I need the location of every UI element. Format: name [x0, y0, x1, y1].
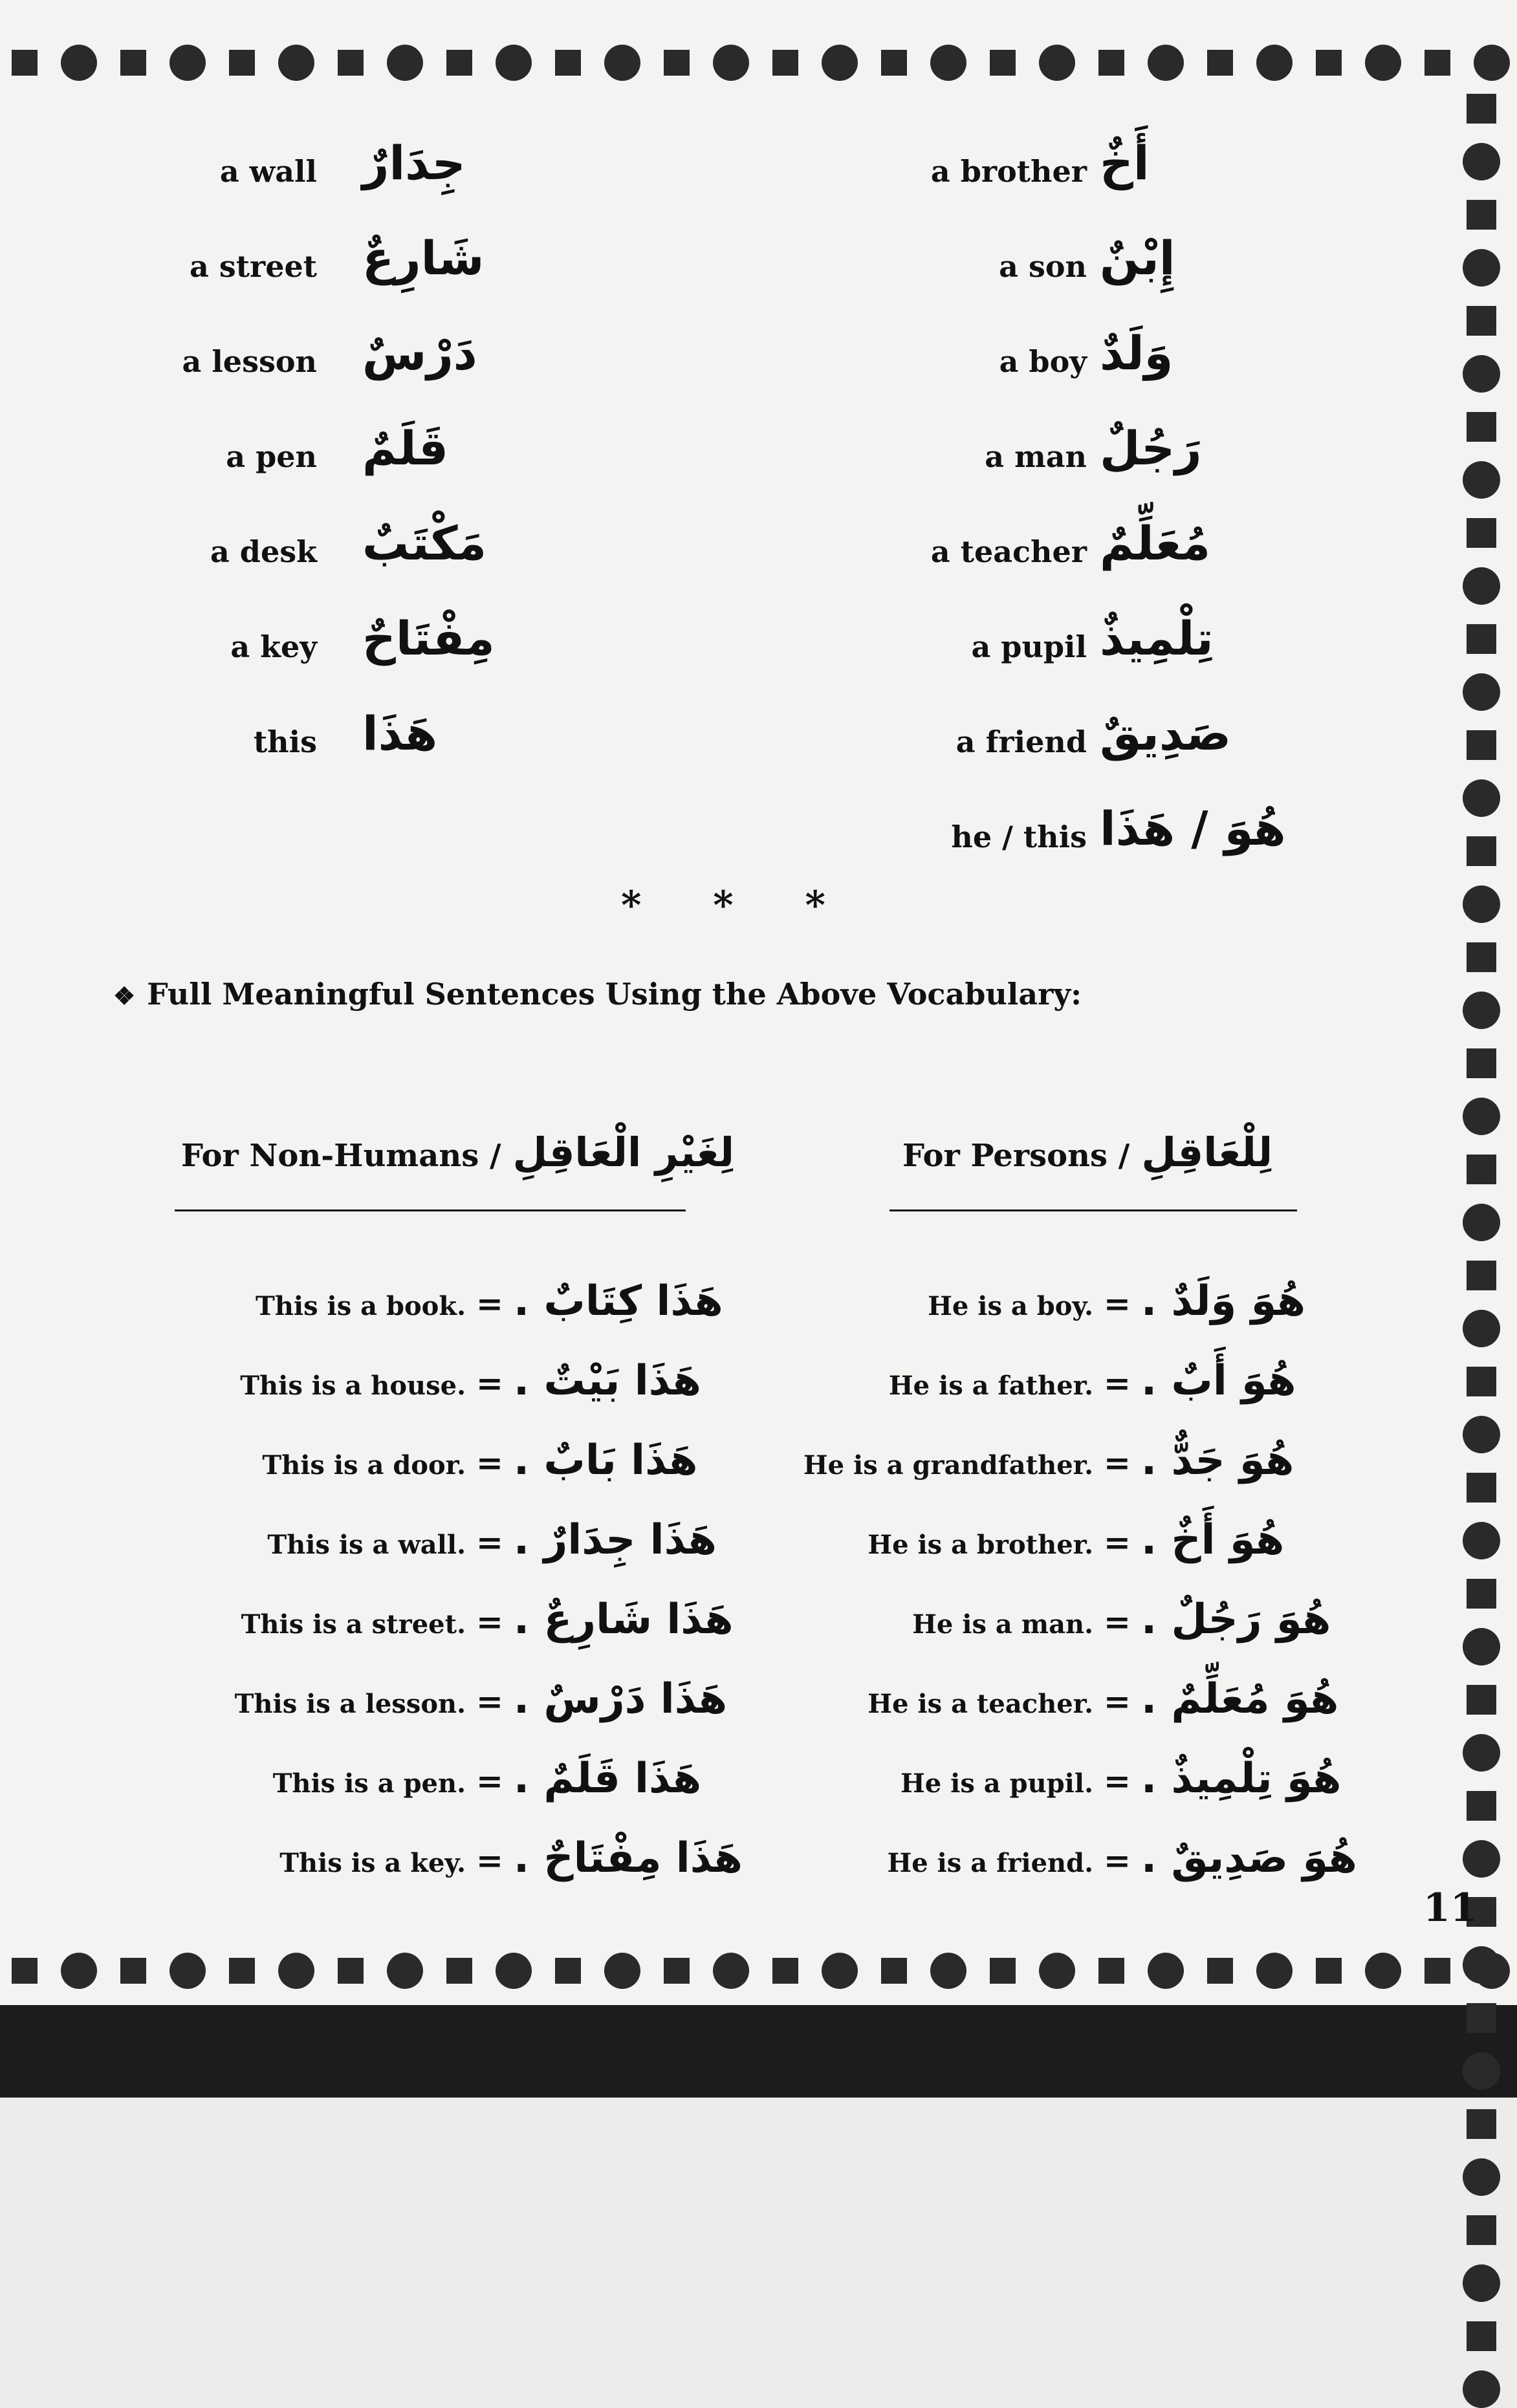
vocab-english: a son	[999, 249, 1087, 284]
equals-sign: =	[1104, 1444, 1131, 1482]
vocab-arabic: جِدَارٌ	[362, 136, 466, 190]
border-square	[229, 1958, 255, 1984]
sentence-english: He is a father.	[888, 1371, 1093, 1401]
border-square	[1467, 624, 1496, 654]
vocab-english: a pen	[226, 439, 317, 474]
vocab-english: a friend	[955, 724, 1087, 759]
border-square	[1467, 1155, 1496, 1184]
vocab-arabic: وَلَدٌ	[1100, 326, 1173, 380]
border-square	[1467, 2109, 1496, 2139]
border-square	[1467, 2321, 1496, 2351]
border-circle	[1463, 355, 1500, 393]
vocab-arabic: أَخٌ	[1100, 136, 1150, 190]
border-square	[120, 1958, 146, 1984]
border-square	[881, 1958, 907, 1984]
equals-sign: =	[1104, 1364, 1131, 1402]
border-circle	[1463, 1734, 1500, 1772]
equals-sign: =	[476, 1841, 503, 1880]
sentence-row	[175, 1437, 697, 1484]
border-square	[1467, 1367, 1496, 1396]
vocab-english: a boy	[999, 344, 1087, 379]
border-circle	[61, 45, 97, 81]
sentence-arabic: هُوَ صَدِيقٌ .	[1140, 1834, 1357, 1882]
border-circle	[1474, 1953, 1510, 1989]
equals-sign: =	[476, 1285, 503, 1323]
equals-sign: =	[1104, 1841, 1131, 1880]
vocab-english: he / this	[951, 819, 1087, 854]
border-circle	[1463, 2370, 1500, 2408]
border-circle	[1463, 2158, 1500, 2196]
sentence-english: This is a street.	[241, 1609, 466, 1640]
vocab-english: a man	[985, 439, 1087, 474]
equals-sign: =	[476, 1523, 503, 1561]
border-circle	[1148, 1953, 1184, 1989]
vocab-arabic: هَذَا	[362, 706, 438, 761]
sentence-arabic: هُوَ رَجُلٌ .	[1140, 1596, 1331, 1643]
border-circle	[1463, 779, 1500, 817]
border-circle	[1463, 1840, 1500, 1878]
page-number: 11	[1423, 1885, 1478, 1931]
border-square	[1316, 50, 1342, 76]
border-circle	[1463, 1628, 1500, 1665]
equals-sign: =	[1104, 1523, 1131, 1561]
border-square	[1467, 730, 1496, 760]
column-header-non-humans-en: For Non-Humans /	[181, 1138, 501, 1174]
border-square	[12, 1958, 38, 1984]
equals-sign: =	[1104, 1285, 1131, 1323]
section-heading	[113, 977, 1082, 1012]
equals-sign: =	[476, 1682, 503, 1720]
border-circle	[1463, 1522, 1500, 1559]
border-square	[1424, 1958, 1450, 1984]
sentence-english: This is a lesson.	[234, 1689, 466, 1719]
sentence-arabic: هُوَ أَبٌ .	[1140, 1357, 1296, 1405]
border-circle	[496, 1953, 532, 1989]
border-square	[1467, 1261, 1496, 1290]
column-header-non-humans-ar: لِغَيْرِ الْعَاقِلِ	[512, 1129, 734, 1176]
border-circle	[1463, 992, 1500, 1029]
border-circle	[1463, 1204, 1500, 1241]
border-square	[1467, 942, 1496, 972]
border-square	[1467, 1579, 1496, 1609]
sentence-english: He is a grandfather.	[803, 1450, 1093, 1481]
border-circle	[1474, 45, 1510, 81]
border-square	[338, 1958, 364, 1984]
sentence-arabic: هَذَا كِتَابٌ .	[513, 1277, 723, 1325]
vocab-english: this	[253, 724, 317, 759]
sentence-arabic: هَذَا بَابٌ .	[513, 1437, 698, 1484]
sentence-arabic: هَذَا قَلَمٌ .	[513, 1755, 702, 1803]
equals-sign: =	[1104, 1682, 1131, 1720]
border-circle	[61, 1953, 97, 1989]
vocab-arabic: تِلْمِيذٌ	[1100, 611, 1214, 666]
vocab-english: a street	[190, 249, 317, 284]
sentence-arabic: هَذَا بَيْتٌ .	[513, 1357, 701, 1405]
sentence-row	[175, 1596, 734, 1643]
sentence-english: He is a man.	[912, 1609, 1093, 1640]
border-square	[1467, 1791, 1496, 1821]
sentence-english: He is a pupil.	[900, 1768, 1093, 1799]
section-heading-text: Full Meaningful Sentences Using the Above Vocabulary:	[147, 977, 1082, 1012]
border-circle	[278, 45, 314, 81]
border-square	[1098, 1958, 1124, 1984]
sentence-row	[175, 1834, 743, 1882]
sentence-english: This is a key.	[279, 1848, 466, 1878]
scan-edge-band	[0, 2005, 1517, 2098]
equals-sign: =	[1104, 1762, 1131, 1800]
sentence-arabic: هَذَا دَرْسٌ .	[513, 1675, 728, 1723]
column-header-persons	[902, 1129, 1272, 1176]
border-circle	[1039, 1953, 1075, 1989]
sentence-arabic: هُوَ مُعَلِّمٌ .	[1140, 1675, 1339, 1723]
border-square	[1467, 412, 1496, 442]
sentence-english: This is a wall.	[267, 1530, 466, 1560]
border-circle	[169, 1953, 206, 1989]
border-square	[1467, 836, 1496, 866]
vocab-arabic: قَلَمٌ	[362, 421, 448, 475]
border-circle	[822, 1953, 858, 1989]
border-circle	[713, 1953, 749, 1989]
diamond-bullet-icon: ❖	[113, 981, 136, 1010]
border-circle	[930, 1953, 966, 1989]
border-square	[1207, 1958, 1233, 1984]
border-square	[229, 50, 255, 76]
border-square	[1467, 1685, 1496, 1715]
border-circle	[822, 45, 858, 81]
border-circle	[1463, 143, 1500, 180]
vocab-arabic: هُوَ / هَذَا	[1100, 801, 1286, 856]
sentence-arabic: هُوَ جَدٌّ .	[1140, 1437, 1294, 1484]
border-circle	[1463, 2264, 1500, 2302]
border-square	[881, 50, 907, 76]
border-circle	[1463, 885, 1500, 923]
sentence-row	[175, 1357, 701, 1405]
border-square	[120, 50, 146, 76]
sentence-row	[796, 1516, 1284, 1564]
bottom-decorative-border	[0, 1948, 1359, 1993]
vocab-english: a brother	[930, 154, 1087, 189]
border-circle	[278, 1953, 314, 1989]
equals-sign: =	[476, 1364, 503, 1402]
column-rule-persons	[889, 1209, 1297, 1211]
vocab-english: a teacher	[930, 534, 1087, 569]
border-circle	[387, 1953, 423, 1989]
border-circle	[604, 45, 640, 81]
right-decorative-border	[1446, 84, 1517, 1947]
sentence-row	[175, 1755, 701, 1803]
sentence-row	[796, 1675, 1338, 1723]
section-separator: * * *	[621, 883, 855, 928]
sentence-row	[175, 1277, 723, 1325]
sentence-row	[175, 1516, 717, 1564]
vocab-english: a lesson	[182, 344, 317, 379]
border-square	[446, 1958, 472, 1984]
border-circle	[604, 1953, 640, 1989]
top-decorative-border	[0, 40, 1468, 85]
sentence-arabic: هَذَا مِفْتَاحٌ .	[513, 1834, 743, 1882]
border-square	[1467, 518, 1496, 548]
border-circle	[1463, 1310, 1500, 1347]
equals-sign: =	[476, 1603, 503, 1641]
border-circle	[1365, 45, 1401, 81]
sentence-english: This is a pen.	[272, 1768, 466, 1799]
sentence-english: This is a book.	[256, 1291, 466, 1321]
border-circle	[169, 45, 206, 81]
border-square	[1467, 306, 1496, 336]
border-circle	[496, 45, 532, 81]
border-square	[1467, 200, 1496, 230]
equals-sign: =	[476, 1444, 503, 1482]
column-header-non-humans	[181, 1129, 734, 1176]
border-square	[446, 50, 472, 76]
border-square	[990, 50, 1016, 76]
border-circle	[1463, 2052, 1500, 2090]
border-square	[664, 50, 690, 76]
vocab-arabic: دَرْسٌ	[362, 326, 477, 380]
sentence-row	[796, 1755, 1341, 1803]
sentence-arabic: هَذَا شَارِعٌ .	[513, 1596, 734, 1643]
sentence-arabic: هُوَ تِلْمِيذٌ .	[1140, 1755, 1342, 1803]
border-circle	[930, 45, 966, 81]
sentence-english: This is a door.	[262, 1450, 466, 1481]
vocab-arabic: صَدِيقٌ	[1100, 706, 1232, 761]
sentence-english: He is a brother.	[868, 1530, 1093, 1560]
sentence-row	[175, 1675, 727, 1723]
border-circle	[1256, 45, 1293, 81]
column-header-persons-en: For Persons /	[902, 1138, 1130, 1174]
vocab-arabic: رَجُلٌ	[1100, 421, 1202, 475]
sentence-arabic: هُوَ أَخٌ .	[1140, 1516, 1285, 1564]
border-square	[1467, 1048, 1496, 1078]
border-circle	[1365, 1953, 1401, 1989]
border-circle	[1463, 461, 1500, 499]
border-circle	[1463, 673, 1500, 711]
border-square	[1467, 94, 1496, 124]
border-circle	[1463, 1416, 1500, 1453]
border-square	[664, 1958, 690, 1984]
border-circle	[1463, 567, 1500, 605]
border-circle	[1039, 45, 1075, 81]
border-square	[1467, 2003, 1496, 2033]
sentence-row	[796, 1596, 1331, 1643]
border-circle	[1463, 249, 1500, 287]
sentence-arabic: هَذَا جِدَارٌ .	[513, 1516, 717, 1564]
border-circle	[387, 45, 423, 81]
border-square	[555, 1958, 581, 1984]
sentence-english: This is a house.	[240, 1371, 466, 1401]
sentence-row	[796, 1437, 1294, 1484]
border-square	[338, 50, 364, 76]
vocab-english: a desk	[210, 534, 317, 569]
border-square	[772, 1958, 798, 1984]
vocab-english: a wall	[219, 154, 317, 189]
border-square	[1316, 1958, 1342, 1984]
border-circle	[1148, 45, 1184, 81]
vocab-english: a key	[230, 629, 317, 664]
sentence-row	[796, 1277, 1305, 1325]
equals-sign: =	[476, 1762, 503, 1800]
border-square	[990, 1958, 1016, 1984]
border-square	[1098, 50, 1124, 76]
equals-sign: =	[1104, 1603, 1131, 1641]
border-square	[555, 50, 581, 76]
border-square	[1207, 50, 1233, 76]
sentence-english: He is a friend.	[887, 1848, 1093, 1878]
sentence-arabic: هُوَ وَلَدٌ .	[1140, 1277, 1306, 1325]
border-square	[1467, 1473, 1496, 1502]
border-square	[12, 50, 38, 76]
vocab-arabic: شَارِعٌ	[362, 231, 485, 285]
sentence-english: He is a boy.	[928, 1291, 1093, 1321]
vocab-arabic: إِبْنٌ	[1100, 231, 1175, 285]
column-rule-non-humans	[175, 1209, 686, 1211]
vocab-arabic: مِفْتَاحٌ	[362, 611, 495, 666]
border-circle	[1256, 1953, 1293, 1989]
sentence-row	[796, 1834, 1357, 1882]
vocab-arabic: مُعَلِّمٌ	[1100, 516, 1211, 570]
vocab-arabic: مَكْتَبٌ	[362, 516, 487, 570]
column-header-persons-ar: لِلْعَاقِلِ	[1141, 1129, 1273, 1176]
border-square	[1424, 50, 1450, 76]
border-square	[1467, 2215, 1496, 2245]
sentence-english: He is a teacher.	[868, 1689, 1093, 1719]
border-circle	[1463, 1098, 1500, 1135]
sentence-row	[796, 1357, 1296, 1405]
border-circle	[713, 45, 749, 81]
border-square	[772, 50, 798, 76]
vocab-english: a pupil	[971, 629, 1087, 664]
